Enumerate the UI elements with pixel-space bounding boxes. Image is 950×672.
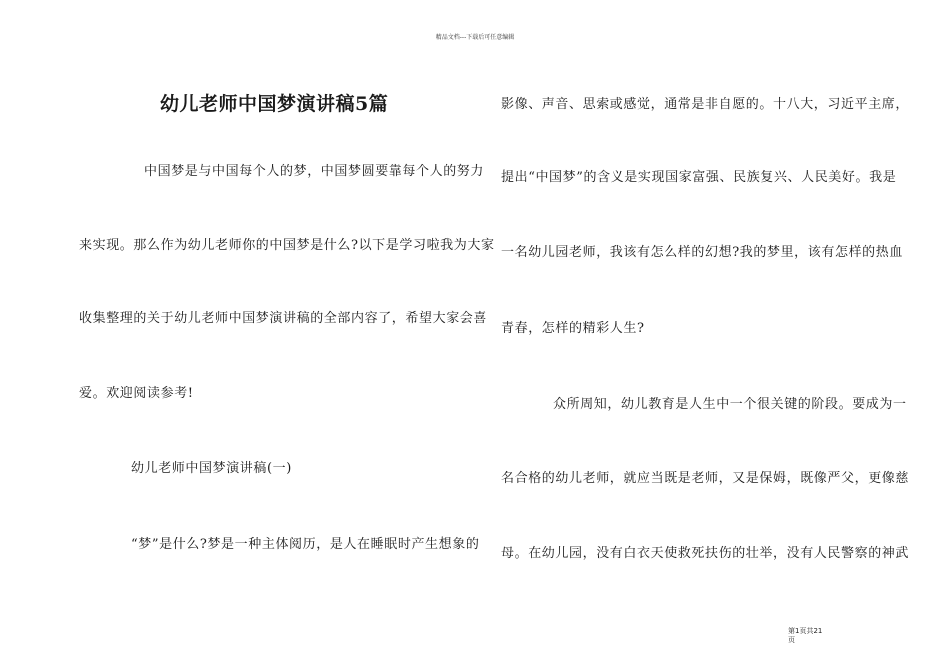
left-section-heading: 幼儿老师中国梦演讲稿(一) [131, 461, 292, 476]
left-line-4: 爱。欢迎阅读参考! [79, 386, 194, 401]
right-line-4: 青春，怎样的精彩人生? [501, 321, 645, 336]
page-number: 第1页共21页 [788, 627, 823, 644]
right-line-1: 影像、声音、思索或感觉，通常是非自愿的。十八大，习近平主席， [501, 97, 910, 112]
right-line-5: 众所周知，幼儿教育是人生中一个很关键的阶段。要成为一 [553, 397, 907, 412]
right-line-3: 一名幼儿园老师，我该有怎么样的幻想?我的梦里，该有怎样的热血 [501, 245, 903, 260]
left-line-2: 来实现。那么作为幼儿老师你的中国梦是什么?以下是学习啦我为大家 [79, 238, 495, 253]
right-line-6: 名合格的幼儿老师，就应当既是老师，又是保姆，既像严父，更像慈 [501, 471, 910, 486]
document-header-note: 精品文档---下载后可任意编辑 [435, 34, 515, 41]
left-line-3: 收集整理的关于幼儿老师中国梦演讲稿的全部内容了，希望大家会喜 [79, 311, 488, 326]
right-line-7: 母。在幼儿园，没有白衣天使救死扶伤的壮举，没有人民警察的神武 [501, 546, 910, 561]
right-line-2: 提出“中国梦”的含义是实现国家富强、民族复兴、人民美好。我是 [501, 170, 897, 185]
left-line-6: “梦”是什么?梦是一种主体阅历，是人在睡眠时产生想象的 [131, 537, 480, 552]
document-title: 幼儿老师中国梦演讲稿5篇 [160, 93, 389, 115]
left-line-1: 中国梦是与中国每个人的梦，中国梦圆要靠每个人的努力 [144, 164, 485, 179]
